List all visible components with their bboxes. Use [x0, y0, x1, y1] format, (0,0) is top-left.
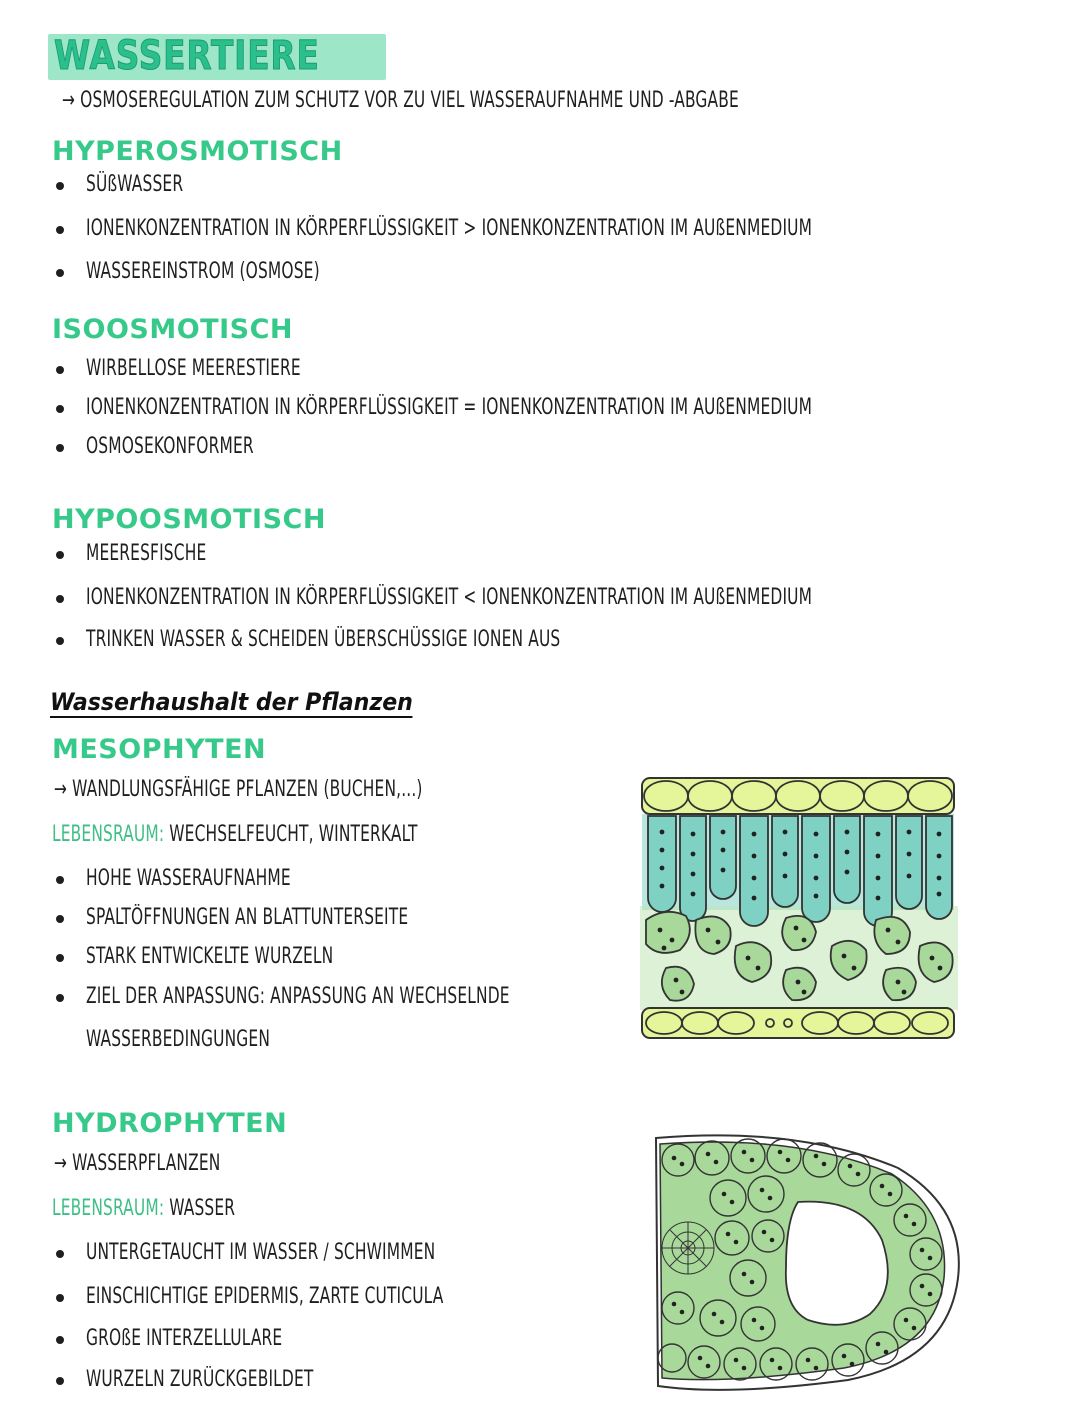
hyper-item-3: WASSEREINSTROM (OSMOSE): [86, 259, 320, 284]
bullet-icon: [56, 915, 64, 923]
hydrophyte-stem-illustration: [648, 1128, 970, 1398]
bullet-icon: [56, 405, 64, 413]
bullet-icon: [56, 444, 64, 452]
bullet-icon: [56, 1250, 64, 1258]
bullet-icon: [56, 226, 64, 234]
hyperosmotic-heading: HYPEROSMOTISCH: [52, 136, 343, 167]
bullet-icon: [56, 954, 64, 962]
habitat-label: LEBENSRAUM:: [52, 1196, 165, 1221]
page-title-highlight: [48, 34, 386, 80]
bullet-icon: [56, 182, 64, 190]
hydrophytes-arrow-text: → WASSERPFLANZEN: [54, 1151, 221, 1176]
habitat-label: LEBENSRAUM:: [52, 822, 165, 847]
bullet-icon: [56, 595, 64, 603]
bullet-icon: [56, 1294, 64, 1302]
hypoosmotic-heading: HYPOOSMOTISCH: [52, 504, 326, 535]
iso-item-3: OSMOSEKONFORMER: [86, 434, 254, 459]
hydro-item-1: UNTERGETAUCHT IM WASSER / SCHWIMMEN: [86, 1240, 436, 1265]
isoosmotic-heading: ISOOSMOTISCH: [52, 314, 293, 345]
hydrophytes-habitat: [52, 1198, 235, 1220]
hyper-item-2: IONENKONZENTRATION IN KÖRPERFLÜSSIGKEIT > IONENKONZENTRATION IM AUßENMEDIUM: [86, 216, 813, 241]
meso-item-1: HOHE WASSERAUFNAHME: [86, 866, 291, 891]
bullet-icon: [56, 876, 64, 884]
hydro-item-3: GROßE INTERZELLULARE: [86, 1326, 283, 1351]
page-title: WASSERTIERE: [54, 33, 320, 79]
hydrophytes-heading: HYDROPHYTEN: [52, 1108, 288, 1139]
meso-item-4: ZIEL DER ANPASSUNG: ANPASSUNG AN WECHSELNDE: [86, 984, 510, 1009]
habitat-value: WASSER: [169, 1196, 236, 1221]
bullet-icon: [56, 269, 64, 277]
mesophytes-arrow-text: → WANDLUNGSFÄHIGE PFLANZEN (BUCHEN,...): [54, 777, 423, 802]
hyper-item-1: SÜßWASSER: [86, 172, 184, 197]
bullet-icon: [56, 1336, 64, 1344]
bullet-icon: [56, 551, 64, 559]
iso-item-2: IONENKONZENTRATION IN KÖRPERFLÜSSIGKEIT = IONENKONZENTRATION IM AUßENMEDIUM: [86, 395, 813, 420]
bullet-icon: [56, 1377, 64, 1385]
hydro-item-2: EINSCHICHTIGE EPIDERMIS, ZARTE CUTICULA: [86, 1284, 444, 1309]
hypo-item-2: IONENKONZENTRATION IN KÖRPERFLÜSSIGKEIT < IONENKONZENTRATION IM AUßENMEDIUM: [86, 585, 813, 610]
mesophyte-leaf-illustration: [636, 770, 962, 1050]
meso-item-3: STARK ENTWICKELTE WURZELN: [86, 944, 334, 969]
bullet-icon: [56, 366, 64, 374]
habitat-value: WECHSELFEUCHT, WINTERKALT: [169, 822, 418, 847]
hydro-item-4: WURZELN ZURÜCKGEBILDET: [86, 1367, 314, 1392]
iso-item-1: WIRBELLOSE MEERESTIERE: [86, 356, 301, 381]
meso-item-4-cont: WASSERBEDINGUNGEN: [86, 1027, 271, 1052]
meso-item-2: SPALTÖFFNUNGEN AN BLATTUNTERSEITE: [86, 905, 409, 930]
hypo-item-3: TRINKEN WASSER & SCHEIDEN ÜBERSCHÜSSIGE IONEN AUS: [86, 627, 561, 652]
intro-text: → OSMOSEREGULATION ZUM SCHUTZ VOR ZU VIEL WASSERAUFNAHME UND -ABGABE: [62, 88, 739, 113]
plants-section-title: Wasserhaushalt der Pflanzen: [50, 688, 413, 716]
bullet-icon: [56, 994, 64, 1002]
hypo-item-1: MEERESFISCHE: [86, 541, 207, 566]
mesophytes-heading: MESOPHYTEN: [52, 734, 267, 765]
bullet-icon: [56, 637, 64, 645]
mesophytes-habitat: [52, 824, 418, 846]
